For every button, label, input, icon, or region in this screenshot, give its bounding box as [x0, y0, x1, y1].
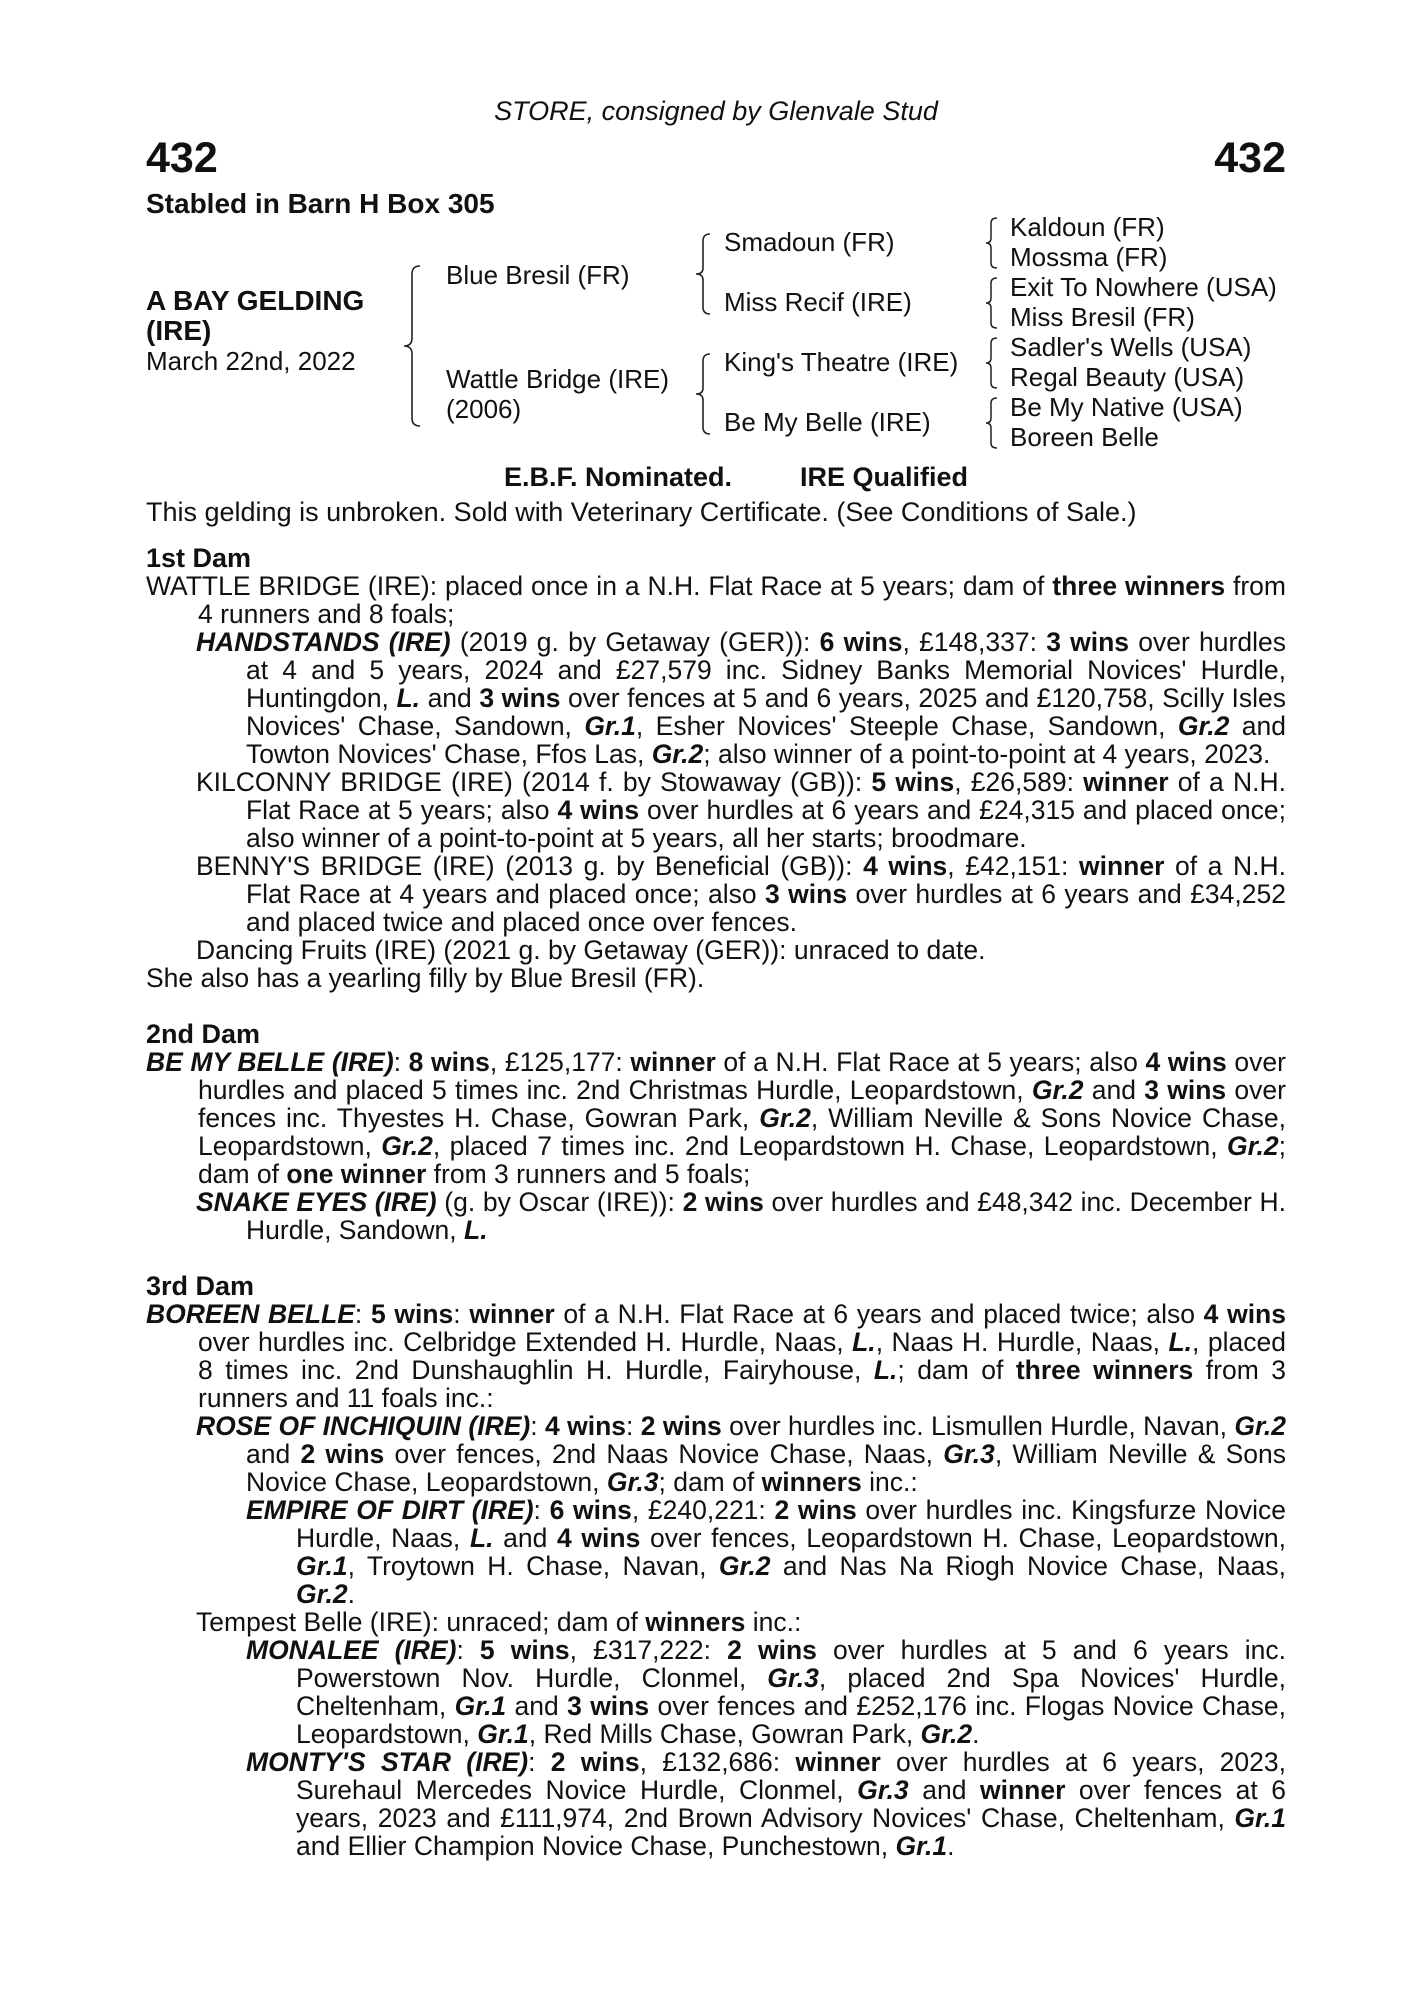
- plain-text: and Ellier Champion Novice Chase, Punchestown,: [296, 1831, 896, 1861]
- emphasis-text: Gr.1: [895, 1831, 948, 1861]
- plain-text: WATTLE BRIDGE (IRE): placed once in a N.H. Flat Race at 5 years; dam of: [146, 571, 1053, 601]
- stabling-info: Stabled in Barn H Box 305: [146, 188, 495, 219]
- plain-text: , £240,221:: [631, 1495, 775, 1525]
- emphasis-text: Gr.2: [920, 1719, 973, 1749]
- emphasis-text: Gr.2: [381, 1131, 433, 1161]
- emphasis-text: Gr.3: [857, 1775, 909, 1805]
- plain-text: :: [533, 1495, 550, 1525]
- emphasis-text: 3 wins: [765, 879, 848, 909]
- plain-text: , William Neville & Sons Novice Chase, Leopardstown,: [198, 1103, 1286, 1161]
- plain-text: and: [493, 1523, 558, 1553]
- plain-text: over hurdles at 4 and 5 years, 2024 and £27,579 inc. Sidney Banks Memorial Novices' Hurdle, Huntingdon,: [246, 627, 1286, 713]
- plain-text: :: [626, 1411, 641, 1441]
- plain-text: over hurdles at 6 years and £34,252 and placed twice and placed once over fences.: [246, 879, 1286, 937]
- emphasis-text: winner: [795, 1747, 881, 1777]
- plain-text: and Towton Novices' Chase, Ffos Las,: [246, 711, 1287, 769]
- offspring-entry: [146, 936, 1286, 964]
- ancestor-be-my-native: Be My Native (USA): [1010, 392, 1243, 422]
- second-dam-heading: 2nd Dam: [146, 1019, 261, 1049]
- offspring-entry: [146, 1188, 1286, 1244]
- emphasis-text: 5 wins: [871, 767, 955, 797]
- emphasis-text: L.: [873, 1355, 898, 1385]
- plain-text: inc.:: [861, 1467, 918, 1497]
- ancestor-regal-beauty: Regal Beauty (USA): [1010, 362, 1245, 392]
- sire: Blue Bresil (FR): [446, 260, 630, 290]
- plain-text: of a N.H. Flat Race at 4 years and placed once; also: [246, 851, 1286, 909]
- g1-brace: [984, 216, 1000, 270]
- offspring-entry: [146, 1608, 1286, 1636]
- emphasis-text: winner: [630, 1047, 716, 1077]
- plain-text: , £317,222:: [569, 1635, 728, 1665]
- plain-text: (g. by Oscar (IRE)):: [436, 1187, 683, 1217]
- emphasis-text: 6 wins: [549, 1495, 632, 1525]
- plain-text: over hurdles at 6 years, 2023, Surehaul Mercedes Novice Hurdle, Clonmel,: [296, 1747, 1286, 1805]
- sire-dam: Miss Recif (IRE): [724, 287, 912, 317]
- plain-text: of a N.H. Flat Race at 5 years; also: [246, 767, 1286, 825]
- plain-text: over hurdles and placed 5 times inc. 2nd Christmas Hurdle, Leopardstown,: [198, 1047, 1286, 1105]
- plain-text: , placed 2nd Spa Novices' Hurdle, Cheltenham,: [296, 1663, 1286, 1721]
- foaling-date: March 22nd, 2022: [146, 346, 356, 376]
- plain-text: and: [420, 683, 480, 713]
- plain-text: from 3 runners and 11 foals inc.:: [198, 1355, 1287, 1413]
- plain-text: :: [528, 1747, 551, 1777]
- section-gap: [146, 1244, 1286, 1272]
- emphasis-text: Gr.2: [1177, 711, 1230, 741]
- emphasis-text: Gr.1: [296, 1551, 348, 1581]
- plain-text: , £26,589:: [954, 767, 1084, 797]
- nomination-line: [146, 462, 1286, 493]
- emphasis-text: 5 wins: [370, 1299, 454, 1329]
- g2-brace: [984, 276, 1000, 330]
- emphasis-text: L.: [396, 683, 421, 713]
- plain-text: (2019 g. by Getaway (GER)):: [450, 627, 820, 657]
- sire-sire: Smadoun (FR): [724, 227, 895, 257]
- emphasis-text: 3 wins: [567, 1691, 650, 1721]
- plain-text: over hurdles inc. Lismullen Hurdle, Navan,: [721, 1411, 1235, 1441]
- plain-text: , £125,177:: [489, 1047, 631, 1077]
- plain-text: , £132,686:: [639, 1747, 796, 1777]
- pedigree-notes: [146, 544, 1286, 1860]
- emphasis-text: HANDSTANDS (IRE): [196, 627, 451, 657]
- emphasis-text: Gr.3: [606, 1467, 659, 1497]
- plain-text: :: [393, 1047, 409, 1077]
- emphasis-text: BENNY'S BRIDGE (IRE): [196, 851, 495, 881]
- offspring-entry: [146, 768, 1286, 852]
- plain-text: over hurdles inc. Kingsfurze Novice Hurdle, Naas,: [296, 1495, 1286, 1553]
- emphasis-text: 3 wins: [1144, 1075, 1227, 1105]
- offspring-entry: [146, 628, 1286, 768]
- plain-text: ; dam of: [658, 1467, 762, 1497]
- emphasis-text: KILCONNY BRIDGE (IRE): [196, 767, 513, 797]
- dam-sire: King's Theatre (IRE): [724, 347, 959, 377]
- ire-qualified: IRE Qualified: [800, 462, 969, 492]
- emphasis-text: 2 wins: [550, 1747, 640, 1777]
- g3-brace: [984, 336, 1000, 390]
- third-dam-heading: 3rd Dam: [146, 1271, 255, 1301]
- plain-text: over fences inc. Thyestes H. Chase, Gowran Park,: [198, 1075, 1286, 1133]
- plain-text: :: [354, 1299, 371, 1329]
- plain-text: and: [908, 1775, 980, 1805]
- plain-text: .: [347, 1579, 355, 1609]
- emphasis-text: 6 wins: [819, 627, 903, 657]
- plain-text: .: [972, 1719, 980, 1749]
- emphasis-text: SNAKE EYES (IRE): [196, 1187, 437, 1217]
- emphasis-text: winner: [1083, 767, 1169, 797]
- emphasis-text: winners: [761, 1467, 862, 1497]
- emphasis-text: 2 wins: [682, 1187, 764, 1217]
- plain-text: ; also winner of a point-to-point at 4 years, 2023.: [703, 739, 1271, 769]
- emphasis-text: three winners: [1052, 571, 1226, 601]
- plain-text: , Esher Novices' Steeple Chase, Sandown,: [635, 711, 1178, 741]
- plain-text: :: [453, 1299, 470, 1329]
- plain-text: of a N.H. Flat Race at 5 years; also: [715, 1047, 1146, 1077]
- emphasis-text: Gr.3: [767, 1663, 819, 1693]
- plain-text: and: [246, 1439, 301, 1469]
- grand-offspring-entry: [146, 1636, 1286, 1748]
- sale-conditions: This gelding is unbroken. Sold with Veterinary Certificate. (See Conditions of Sale.): [146, 497, 1137, 527]
- emphasis-text: winner: [1078, 851, 1165, 881]
- ancestor-sadlers-wells: Sadler's Wells (USA): [1010, 332, 1252, 362]
- emphasis-text: Gr.2: [1031, 1075, 1084, 1105]
- dam-dam: Be My Belle (IRE): [724, 407, 931, 437]
- emphasis-text: EMPIRE OF DIRT (IRE): [246, 1495, 534, 1525]
- plain-text: and Nas Na Riogh Novice Chase, Naas,: [770, 1551, 1286, 1581]
- emphasis-text: 2 wins: [300, 1439, 385, 1469]
- ancestor-miss-bresil: Miss Bresil (FR): [1010, 302, 1195, 332]
- first-dam-closing: [146, 964, 1286, 992]
- plain-text: over hurdles at 6 years and £24,315 and placed once; also winner of a point-to-point at 5 years, all her starts; broodmare.: [246, 795, 1286, 853]
- emphasis-text: BE MY BELLE (IRE): [146, 1047, 394, 1077]
- plain-text: ; dam of: [897, 1355, 1016, 1385]
- dam: Wattle Bridge (IRE): [446, 364, 669, 394]
- plain-text: , placed 8 times inc. 2nd Dunshaughlin H. Hurdle, Fairyhouse,: [198, 1327, 1286, 1385]
- emphasis-text: 4 wins: [1203, 1299, 1286, 1329]
- plain-text: :: [456, 1635, 480, 1665]
- emphasis-text: Gr.2: [759, 1103, 811, 1133]
- emphasis-text: Gr.1: [454, 1691, 507, 1721]
- plain-text: (2014 f. by Stowaway (GB)):: [512, 767, 872, 797]
- g4-brace: [984, 396, 1000, 450]
- emphasis-text: winners: [645, 1607, 746, 1637]
- plain-text: Tempest Belle (IRE): unraced; dam of: [196, 1607, 646, 1637]
- emphasis-text: Gr.3: [943, 1439, 995, 1469]
- emphasis-text: MONALEE (IRE): [246, 1635, 457, 1665]
- lot-number-left: 432: [146, 134, 218, 182]
- emphasis-text: L.: [464, 1215, 488, 1245]
- emphasis-text: 4 wins: [544, 1411, 626, 1441]
- plain-text: .: [947, 1831, 955, 1861]
- sale-notes: [146, 462, 1286, 528]
- plain-text: over hurdles inc. Celbridge Extended H. Hurdle, Naas,: [198, 1327, 853, 1357]
- subject-name: A BAY GELDING: [146, 285, 365, 316]
- offspring-entry: [146, 852, 1286, 936]
- emphasis-text: 2 wins: [640, 1411, 722, 1441]
- ancestor-exit-to-nowhere: Exit To Nowhere (USA): [1010, 272, 1277, 302]
- emphasis-text: L.: [469, 1523, 494, 1553]
- section-gap: [146, 992, 1286, 1020]
- plain-text: ; dam of: [198, 1131, 1286, 1189]
- emphasis-text: winner: [469, 1299, 555, 1329]
- emphasis-text: Gr.2: [651, 739, 704, 769]
- plain-text: from 3 runners and 5 foals;: [426, 1159, 751, 1189]
- offspring-entry: [146, 1412, 1286, 1496]
- emphasis-text: Gr.1: [1234, 1803, 1286, 1833]
- plain-text: inc.:: [745, 1607, 802, 1637]
- ebf-nominated: E.B.F. Nominated.: [503, 462, 732, 492]
- plain-text: over fences and £252,176 inc. Flogas Novice Chase, Leopardstown,: [296, 1691, 1286, 1749]
- plain-text: She also has a yearling filly by Blue Bresil (FR).: [146, 963, 705, 993]
- dam-brace: [694, 352, 714, 436]
- emphasis-text: winner: [979, 1775, 1066, 1805]
- plain-text: over hurdles and £48,342 inc. December H. Hurdle, Sandown,: [246, 1187, 1286, 1245]
- grand-offspring-entry: [146, 1496, 1286, 1608]
- emphasis-text: Gr.2: [1234, 1411, 1286, 1441]
- plain-text: over fences at 6 years, 2023 and £111,974, 2nd Brown Advisory Novices' Chase, Cheltenham,: [296, 1775, 1287, 1833]
- dam-foaling-year: (2006): [446, 394, 522, 424]
- plain-text: , £148,337:: [902, 627, 1047, 657]
- ancestor-boreen-belle: Boreen Belle: [1010, 422, 1159, 452]
- plain-text: and: [506, 1691, 568, 1721]
- emphasis-text: 4 wins: [557, 795, 640, 825]
- ancestor-mossma: Mossma (FR): [1010, 242, 1168, 272]
- subject-brace: [402, 264, 426, 428]
- plain-text: over fences at 5 and 6 years, 2025 and £120,758, Scilly Isles Novices' Chase, Sandown,: [246, 683, 1286, 741]
- plain-text: , Red Mills Chase, Gowran Park,: [528, 1719, 921, 1749]
- grand-offspring-entry: [146, 1748, 1286, 1860]
- emphasis-text: 5 wins: [479, 1635, 570, 1665]
- lot-header: [146, 96, 1286, 226]
- plain-text: and: [1083, 1075, 1145, 1105]
- emphasis-text: 4 wins: [1145, 1047, 1227, 1077]
- plain-text: Dancing Fruits (IRE) (2021 g. by Getaway (GER)): unraced to date.: [196, 935, 986, 965]
- third-dam-intro: [146, 1300, 1286, 1412]
- second-dam-intro: [146, 1048, 1286, 1188]
- emphasis-text: L.: [1168, 1327, 1193, 1357]
- plain-text: , William Neville & Sons Novice Chase, Leopardstown,: [246, 1439, 1286, 1497]
- plain-text: over hurdles at 5 and 6 years inc. Powerstown Nov. Hurdle, Clonmel,: [296, 1635, 1286, 1693]
- lot-number-right: 432: [1214, 134, 1286, 182]
- emphasis-text: Gr.1: [477, 1719, 529, 1749]
- emphasis-text: BOREEN BELLE: [146, 1299, 355, 1329]
- emphasis-text: 2 wins: [774, 1495, 857, 1525]
- emphasis-text: L.: [852, 1327, 876, 1357]
- emphasis-text: three winners: [1015, 1355, 1194, 1385]
- emphasis-text: 3 wins: [1046, 627, 1130, 657]
- plain-text: over fences, Leopardstown H. Chase, Leopardstown,: [640, 1523, 1286, 1553]
- emphasis-text: 8 wins: [408, 1047, 490, 1077]
- plain-text: :: [530, 1411, 545, 1441]
- emphasis-text: 4 wins: [557, 1523, 641, 1553]
- emphasis-text: one winner: [286, 1159, 427, 1189]
- ancestor-kaldoun: Kaldoun (FR): [1010, 212, 1165, 242]
- plain-text: , Naas H. Hurdle, Naas,: [875, 1327, 1169, 1357]
- plain-text: , Troytown H. Chase, Navan,: [347, 1551, 719, 1581]
- emphasis-text: 2 wins: [727, 1635, 817, 1665]
- plain-text: , placed 7 times inc. 2nd Leopardstown H. Chase, Leopardstown,: [432, 1131, 1228, 1161]
- pedigree-table: [146, 212, 1296, 452]
- emphasis-text: Gr.2: [718, 1551, 771, 1581]
- emphasis-text: Gr.2: [1227, 1131, 1279, 1161]
- consignment-line: STORE, consigned by Glenvale Stud: [494, 96, 938, 126]
- emphasis-text: 4 wins: [863, 851, 948, 881]
- plain-text: from 4 runners and 8 foals;: [198, 571, 1286, 629]
- emphasis-text: Gr.2: [296, 1579, 348, 1609]
- plain-text: , £42,151:: [947, 851, 1079, 881]
- first-dam-heading: 1st Dam: [146, 543, 252, 573]
- plain-text: over fences, 2nd Naas Novice Chase, Naas,: [384, 1439, 944, 1469]
- emphasis-text: 3 wins: [479, 683, 561, 713]
- plain-text: of a N.H. Flat Race at 6 years and placed twice; also: [554, 1299, 1204, 1329]
- emphasis-text: Gr.1: [584, 711, 636, 741]
- sire-brace: [694, 232, 714, 316]
- emphasis-text: MONTY'S STAR (IRE): [246, 1747, 529, 1777]
- plain-text: (2013 g. by Beneficial (GB)):: [494, 851, 864, 881]
- first-dam-intro: [146, 572, 1286, 628]
- subject-country: (IRE): [146, 315, 212, 346]
- emphasis-text: ROSE OF INCHIQUIN (IRE): [196, 1411, 531, 1441]
